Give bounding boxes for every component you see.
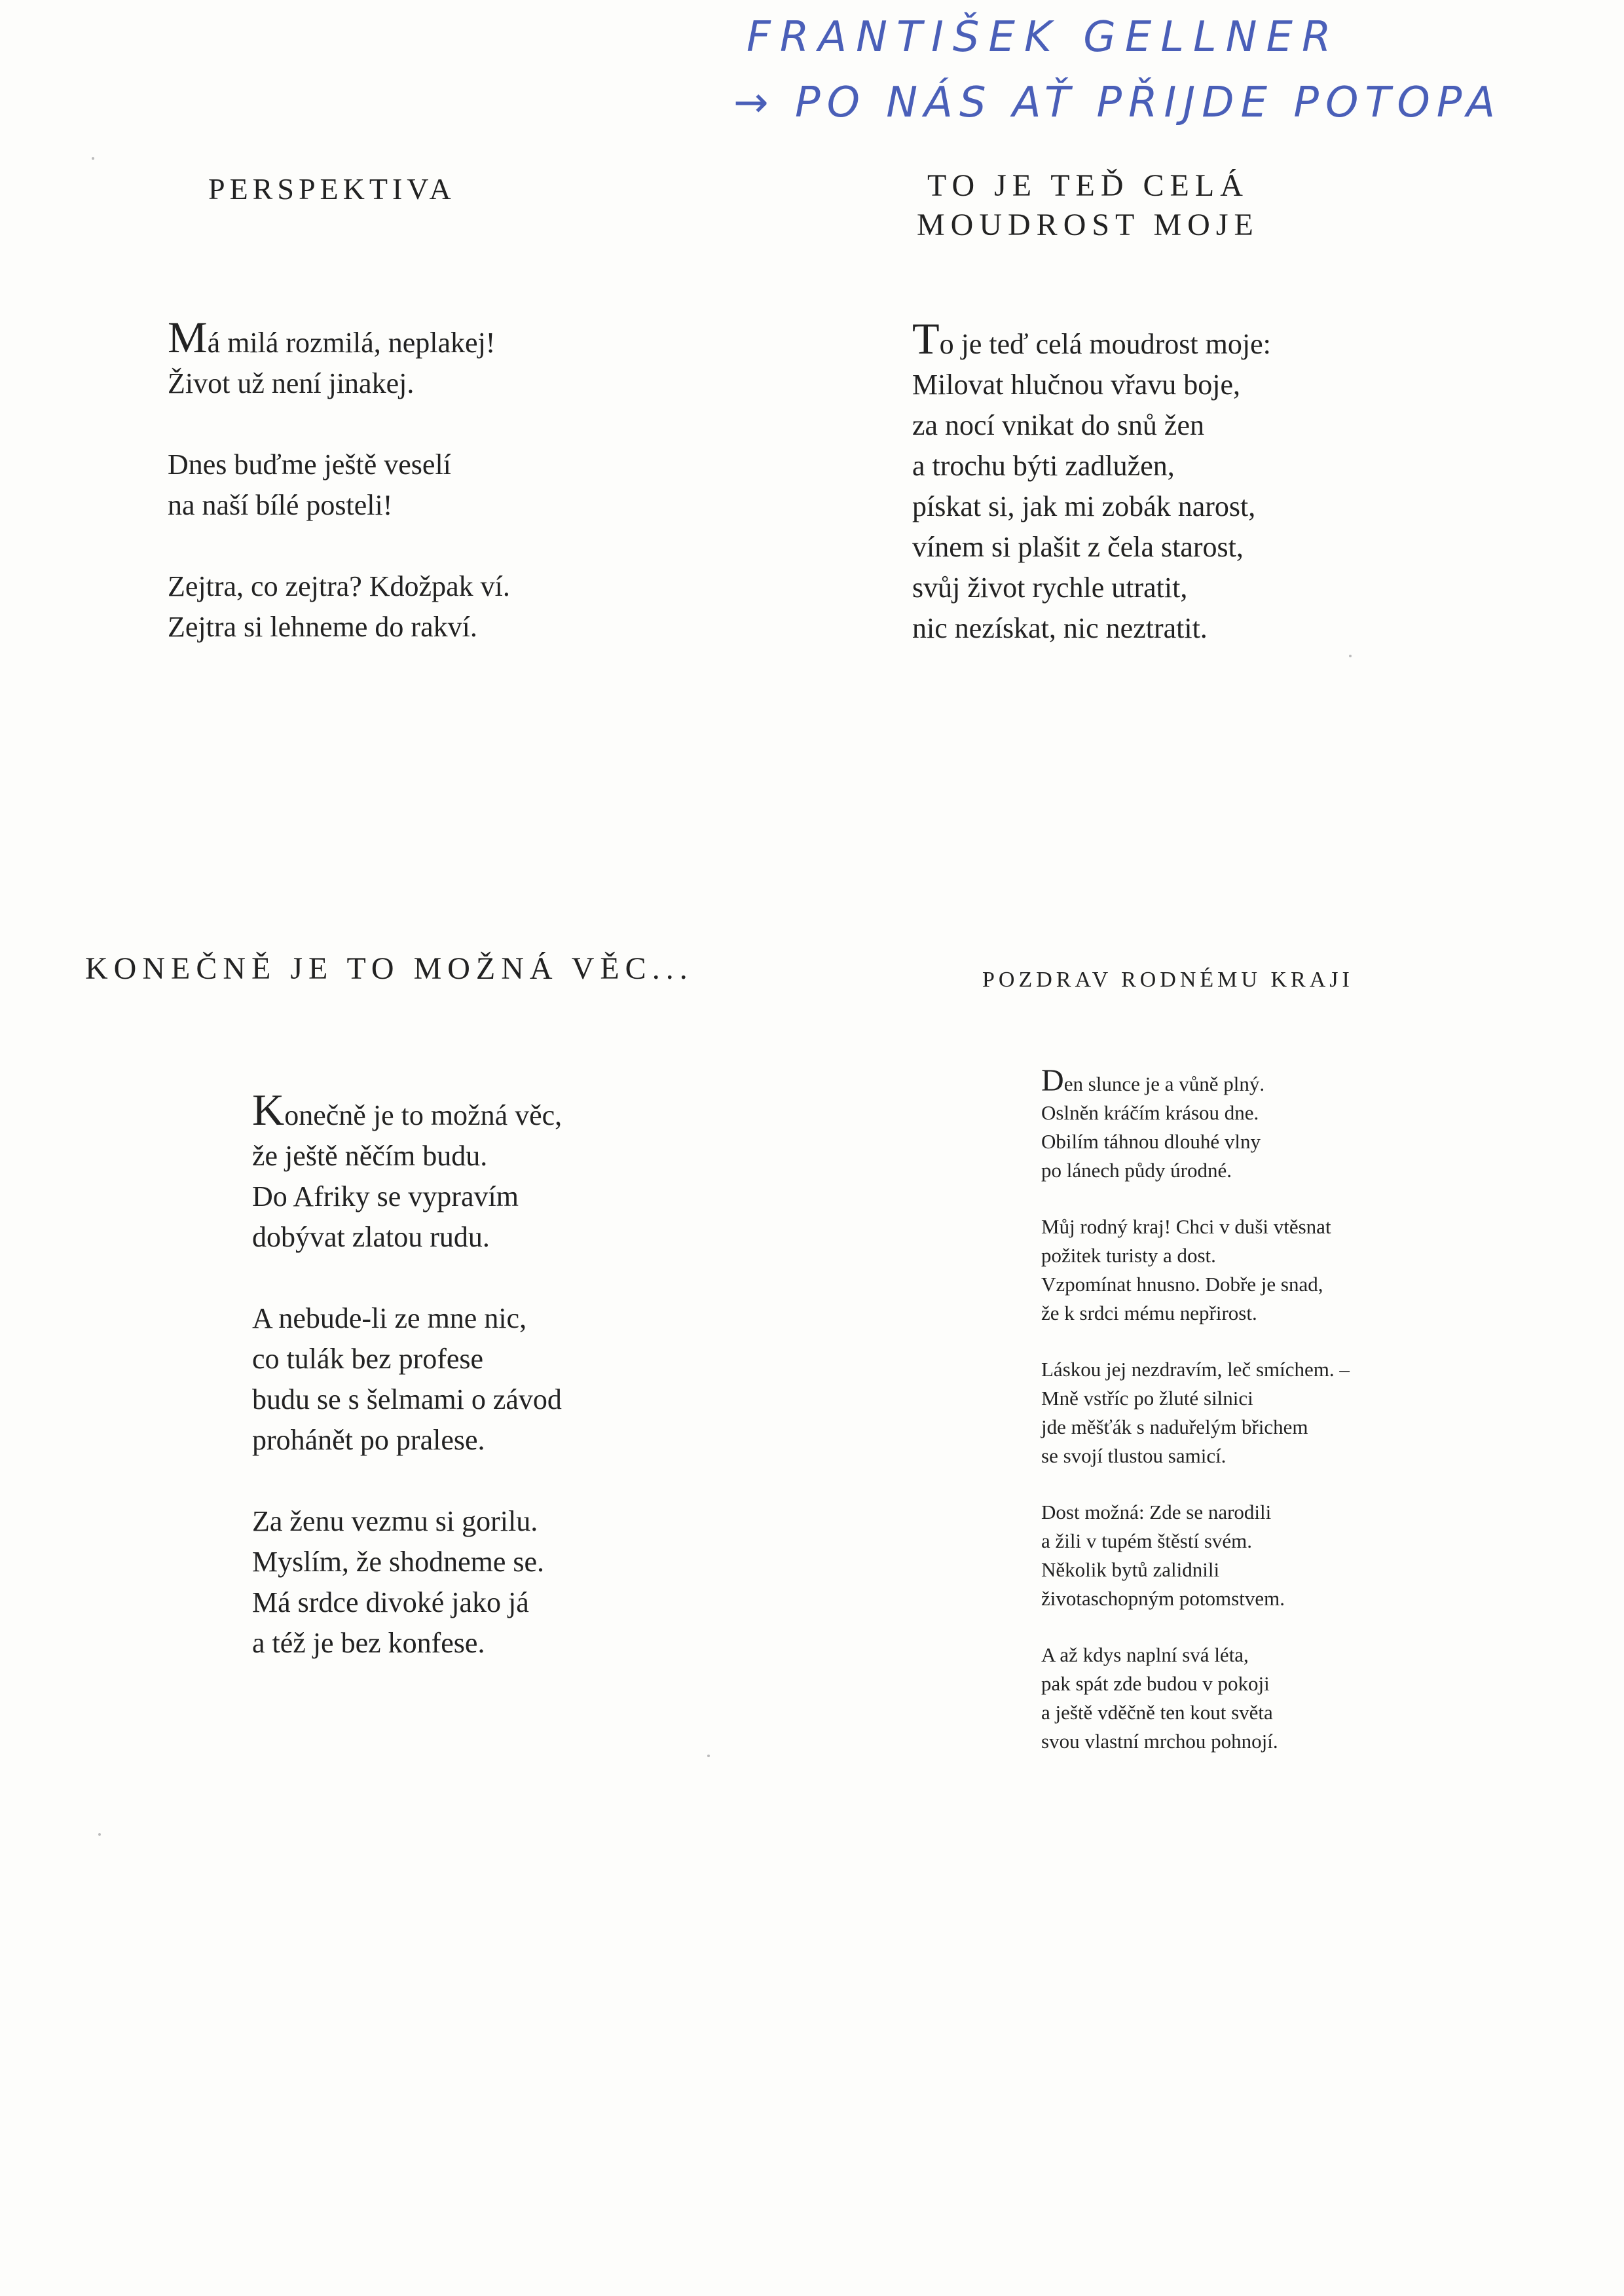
handwritten-collection-note: → PO NÁS AŤ PŘIJDE POTOPA xyxy=(733,79,1502,127)
poem-line: po lánech půdy úrodné. xyxy=(1041,1159,1232,1182)
drop-cap-letter: M xyxy=(168,312,208,362)
poem-title-line: MOUDROST MOJE xyxy=(917,208,1259,242)
poem-line: Má milá rozmilá, neplakej! xyxy=(168,312,496,362)
poem-line: Obilím táhnou dlouhé vlny xyxy=(1041,1130,1261,1153)
poem-line: Za ženu vezmu si gorilu. xyxy=(252,1505,538,1537)
poem-moudrost xyxy=(912,314,1271,649)
poem-line: vínem si plašit z čela starost, xyxy=(912,531,1244,563)
poem-line: dobývat zlatou rudu. xyxy=(252,1221,490,1253)
poem-line: co tulák bez profese xyxy=(252,1343,484,1375)
poem-perspektiva xyxy=(168,312,510,647)
poem-konecne xyxy=(252,1085,563,1664)
poem-line: se svojí tlustou samicí. xyxy=(1041,1444,1227,1467)
poem-line: Milovat hlučnou vřavu boje, xyxy=(912,369,1241,401)
poem-line: Zejtra, co zejtra? Kdožpak ví. xyxy=(168,570,510,602)
poem-pozdrav xyxy=(1041,1063,1350,1756)
poem-line: a žili v tupém štěstí svém. xyxy=(1041,1529,1253,1552)
poem-line: prohánět po pralese. xyxy=(252,1424,485,1456)
poem-line: A nebude-li ze mne nic, xyxy=(252,1302,527,1334)
paper-speck xyxy=(92,157,94,160)
paper-speck xyxy=(1349,655,1352,657)
poem-line: Do Afriky se vypravím xyxy=(252,1180,519,1212)
poem-line: budu se s šelmami o závod xyxy=(252,1383,562,1415)
poem-line: pak spát zde budou v pokoji xyxy=(1041,1672,1270,1695)
poem-line: Život už není jinakej. xyxy=(168,367,415,399)
poem-line: a též je bez konfese. xyxy=(252,1627,485,1659)
poem-line: za nocí vnikat do snů žen xyxy=(912,409,1204,441)
drop-cap-letter: D xyxy=(1041,1063,1064,1098)
poem-title-perspektiva: PERSPEKTIVA xyxy=(208,172,456,206)
poem-line: nic nezískat, nic neztratit. xyxy=(912,612,1208,644)
poem-line: Má srdce divoké jako já xyxy=(252,1586,529,1618)
paper-speck xyxy=(707,1755,710,1757)
poem-line: Můj rodný kraj! Chci v duši vtěsnat xyxy=(1041,1215,1331,1238)
poem-line: Konečně je to možná věc, xyxy=(252,1085,563,1135)
poem-line: Den slunce je a vůně plný. xyxy=(1041,1063,1265,1098)
poem-line: a trochu býti zadlužen, xyxy=(912,450,1175,482)
poem-line: Mně vstříc po žluté silnici xyxy=(1041,1387,1253,1410)
poem-line: A až kdys naplní svá léta, xyxy=(1041,1643,1249,1666)
handwritten-author-note: FRANTIŠEK GELLNER xyxy=(747,13,1340,62)
poem-line: Dnes buďme ještě veselí xyxy=(168,448,451,481)
poem-line: požitek turisty a dost. xyxy=(1041,1244,1216,1267)
poem-line: Několik bytů zalidnili xyxy=(1041,1558,1220,1581)
poem-title-moudrost xyxy=(917,166,1259,245)
paper-speck xyxy=(98,1833,101,1836)
poem-line: a ještě vděčně ten kout světa xyxy=(1041,1701,1273,1724)
poem-line: Láskou jej nezdravím, leč smíchem. – xyxy=(1041,1358,1350,1381)
poem-line: svůj život rychle utratit, xyxy=(912,572,1188,604)
poem-line: Oslněn kráčím krásou dne. xyxy=(1041,1101,1259,1124)
drop-cap-letter: K xyxy=(252,1085,285,1135)
poem-line: že k srdci mému nepřirost. xyxy=(1041,1302,1257,1324)
poem-title-pozdrav: POZDRAV RODNÉMU KRAJI xyxy=(982,968,1354,992)
poem-line: To je teď celá moudrost moje: xyxy=(912,314,1271,363)
poem-line: Vzpomínat hnusno. Dobře je snad, xyxy=(1041,1273,1323,1296)
poem-line: na naší bílé posteli! xyxy=(168,489,393,521)
poem-title-konecne: KONEČNĚ JE TO MOŽNÁ VĚC... xyxy=(85,951,693,986)
poem-line: životaschopným potomstvem. xyxy=(1041,1587,1285,1610)
poem-line: Dost možná: Zde se narodili xyxy=(1041,1501,1272,1523)
poem-line: pískat si, jak mi zobák narost, xyxy=(912,490,1256,522)
poem-line: že ještě něčím budu. xyxy=(252,1140,488,1172)
poem-title-line: TO JE TEĎ CELÁ xyxy=(927,168,1249,203)
poem-line: Zejtra si lehneme do rakví. xyxy=(168,611,477,643)
poem-line: jde měšťák s naduřelým břichem xyxy=(1041,1415,1308,1438)
poem-line: Myslím, že shodneme se. xyxy=(252,1546,545,1578)
drop-cap-letter: T xyxy=(912,314,940,363)
poem-line: svou vlastní mrchou pohnojí. xyxy=(1041,1730,1278,1753)
